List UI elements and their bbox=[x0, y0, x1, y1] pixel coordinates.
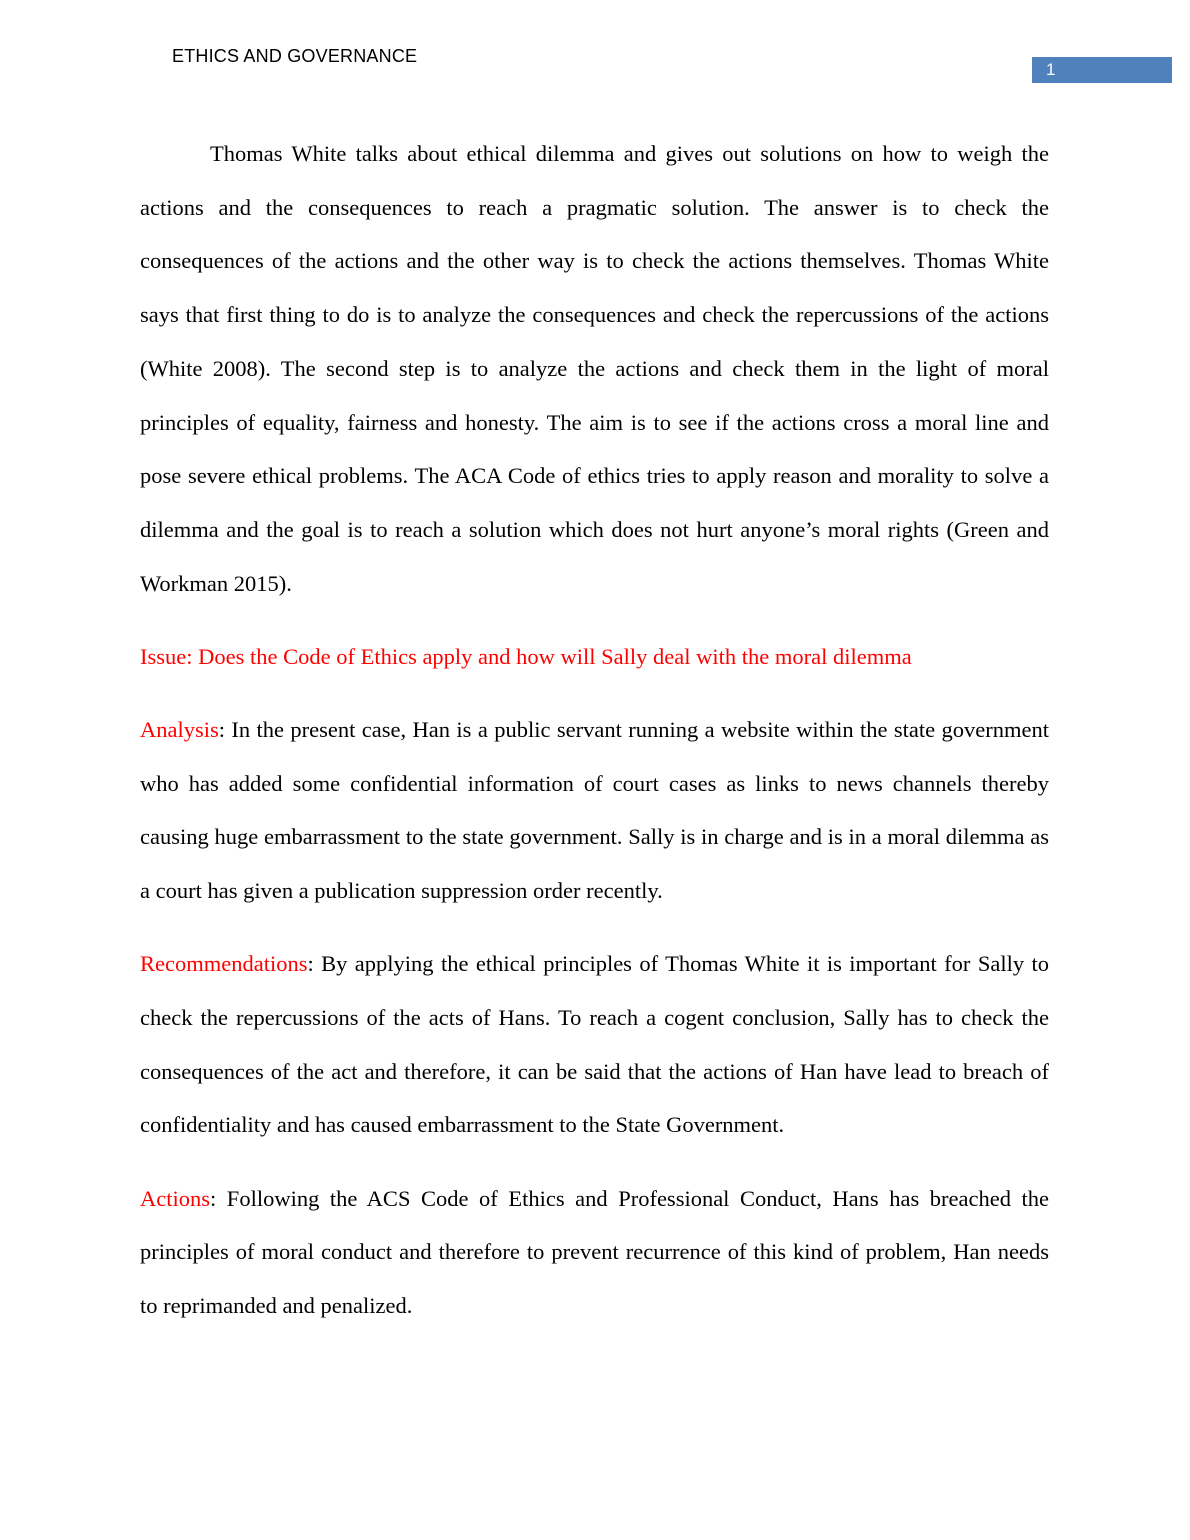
actions-label: Actions bbox=[140, 1185, 210, 1211]
issue-heading: Issue: Does the Code of Ethics apply and how will Sally deal with the moral dilemma bbox=[140, 643, 912, 669]
recommendations-label: Recommendations bbox=[140, 951, 308, 977]
analysis-paragraph bbox=[140, 703, 1049, 918]
actions-text: : Following the ACS Code of Ethics and Professional Conduct, Hans has breached the principles of moral conduct and therefore to prevent recurrence of this kind of problem, Han needs to reprimanded and penalized. bbox=[140, 1185, 1049, 1319]
document-body bbox=[140, 127, 1049, 1333]
recommendations-paragraph bbox=[140, 937, 1049, 1152]
page-number: 1 bbox=[1032, 57, 1172, 83]
running-head: ETHICS AND GOVERNANCE bbox=[172, 46, 418, 66]
recommendations-text: : By applying the ethical principles of Thomas White it is important for Sally to check the repercussions of the acts of Hans. To reach a cogent conclusion, Sally has to check the consequences of the act and therefore, it can be said that the actions of Han have lead to breach of confidentiality and has caused embarrassment to the State Government. bbox=[140, 951, 1049, 1138]
actions-paragraph bbox=[140, 1172, 1049, 1333]
intro-paragraph: Thomas White talks about ethical dilemma and gives out solutions on how to weigh the actions and the consequences to reach a pragmatic solution. The answer is to check the consequences of the actions and the other way is to check the actions themselves. Thomas White says that first thing to do is to analyze the consequences and check the repercussions of the actions (White 2008). The second step is to analyze the actions and check them in the light of moral principles of equality, fairness and honesty. The aim is to see if the actions cross a moral line and pose severe ethical problems. The ACA Code of ethics tries to apply reason and morality to solve a dilemma and the goal is to reach a solution which does not hurt anyone’s moral rights (Green and Workman 2015). bbox=[140, 141, 1049, 596]
analysis-label: Analysis bbox=[140, 717, 219, 743]
analysis-text: : In the present case, Han is a public servant running a website within the state government who has added some confidential information of court cases as links to news channels thereby causing huge embarrassment to the state government. Sally is in charge and is in a moral dilemma as a court has given a publication suppression order recently. bbox=[140, 717, 1049, 904]
